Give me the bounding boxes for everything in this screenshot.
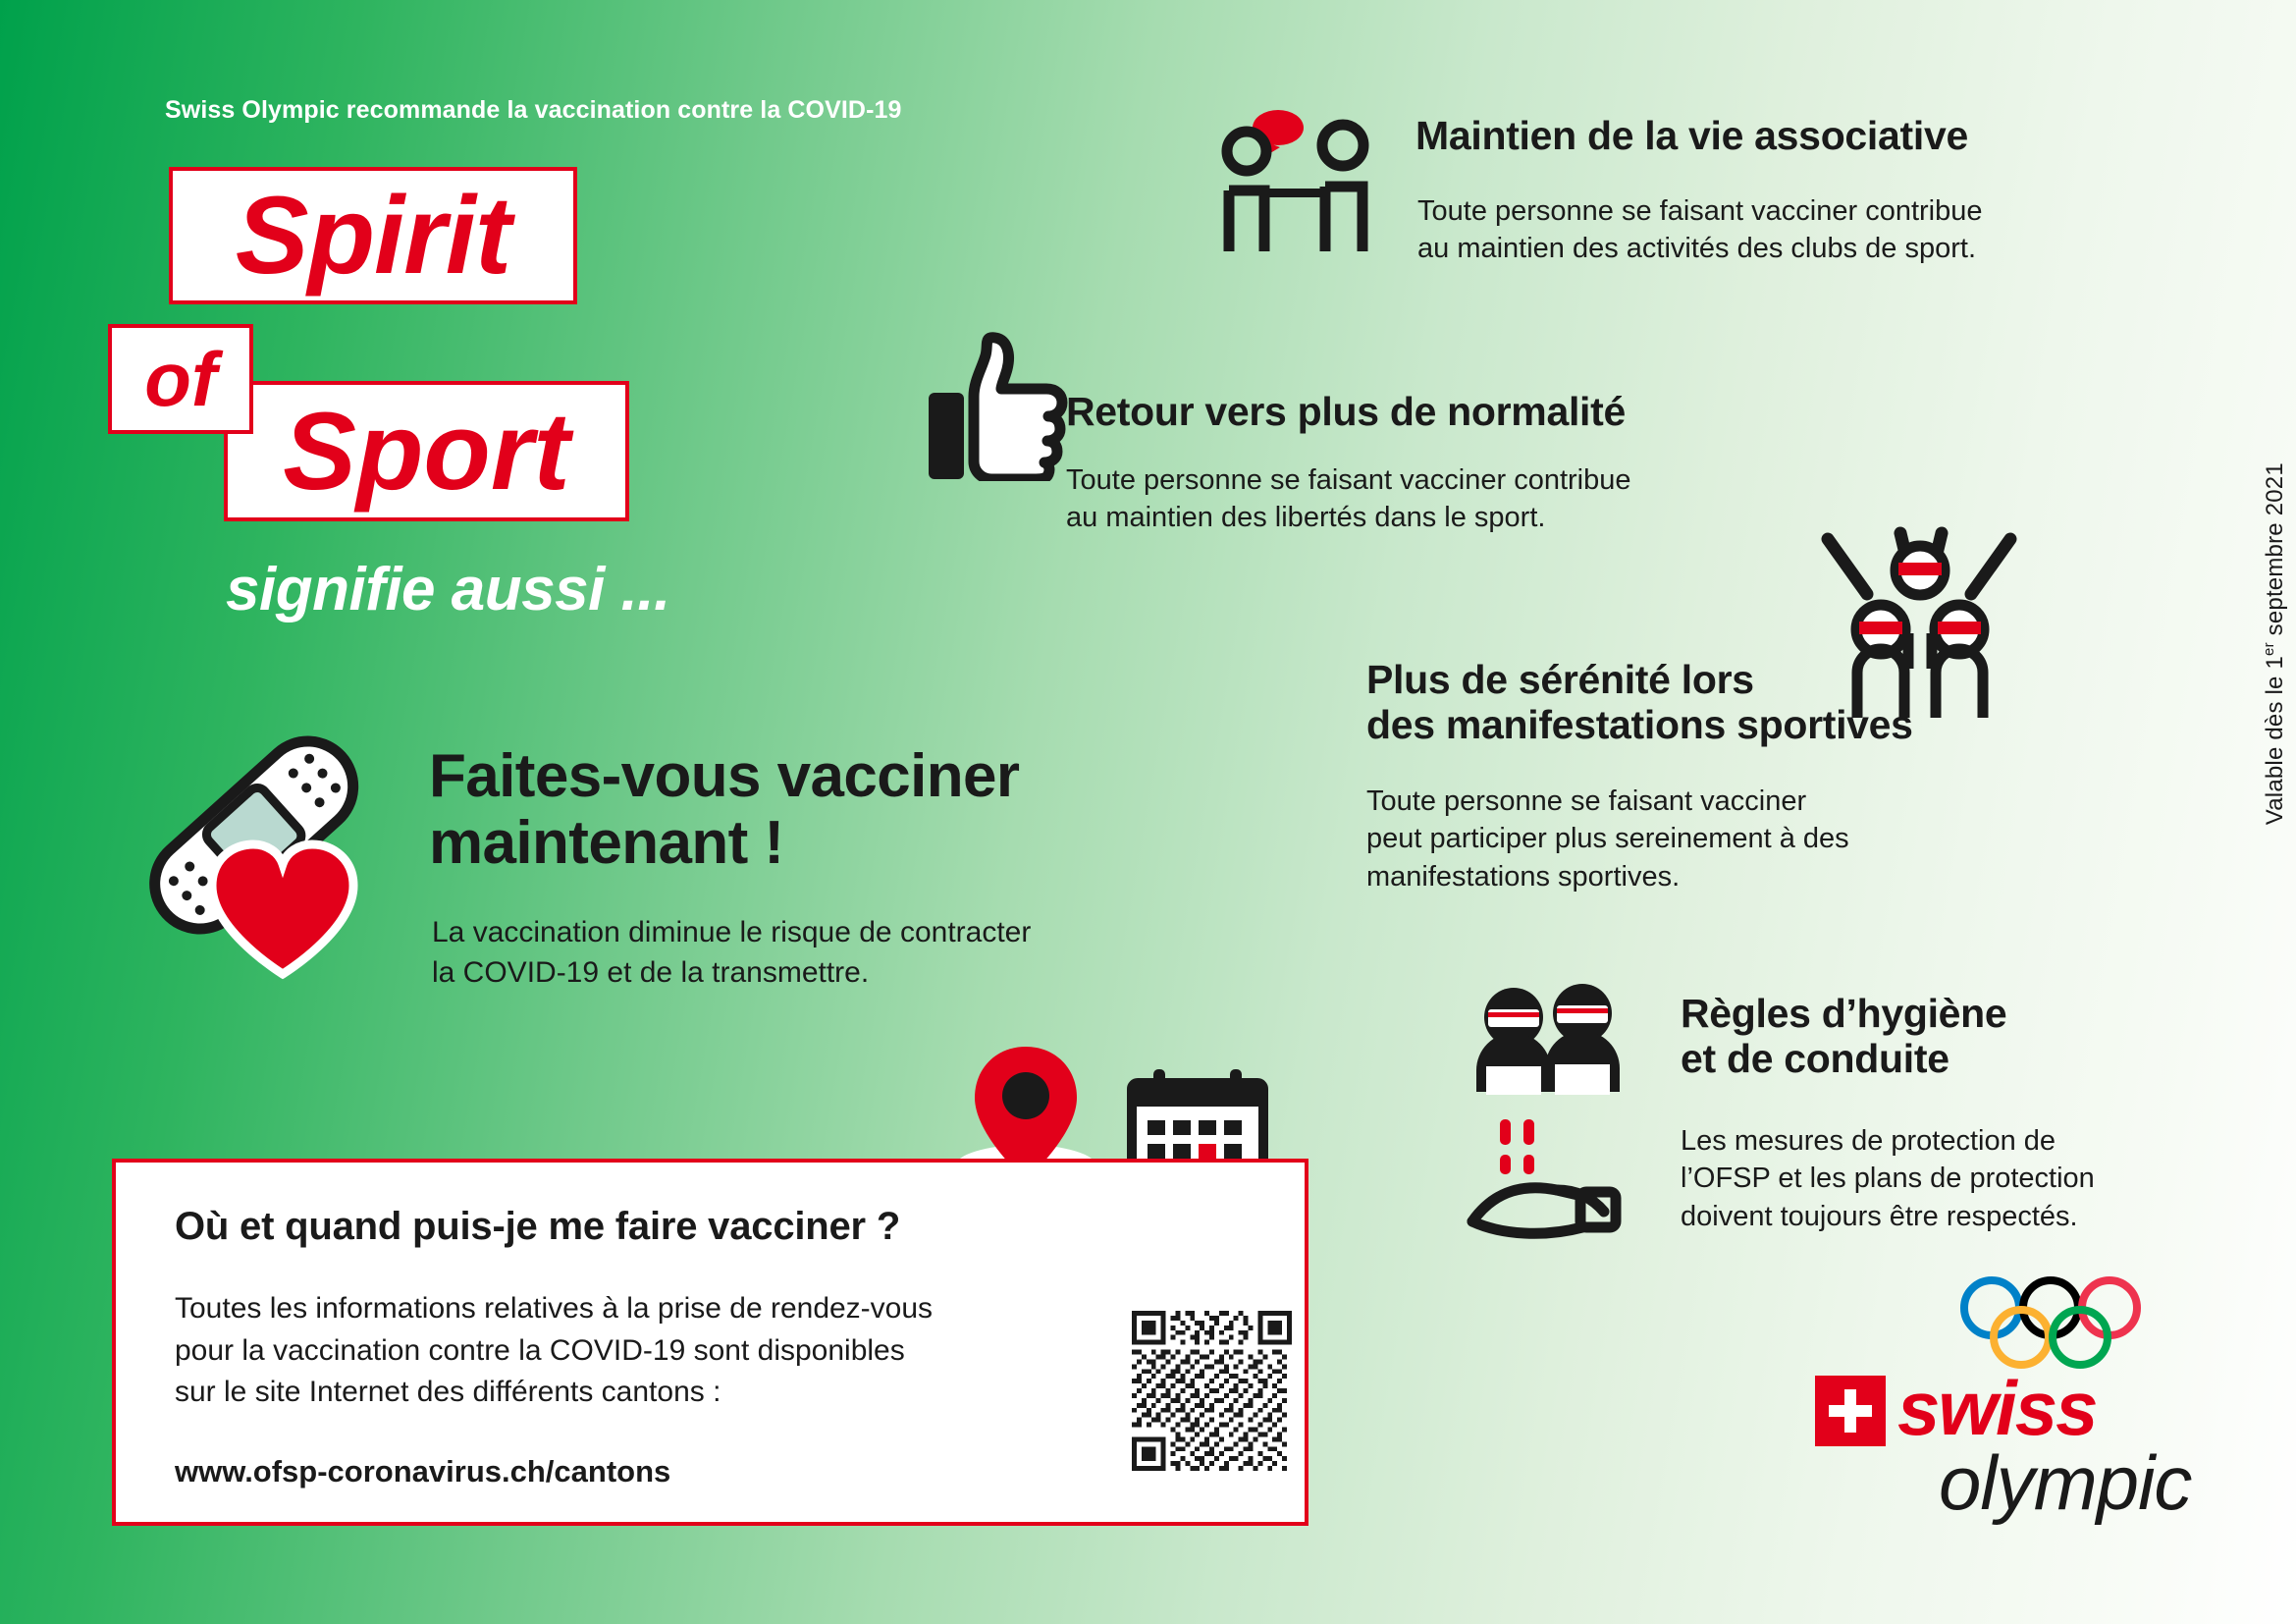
main-heading xyxy=(429,743,1019,877)
info-box-body-line: sur le site Internet des différents cantons : xyxy=(175,1376,721,1409)
brand-swiss: swiss xyxy=(1897,1365,2097,1451)
main-heading-line: Faites-vous vacciner xyxy=(429,742,1020,810)
info-box xyxy=(112,1159,1308,1526)
feature-title-line: Règles d’hygiène xyxy=(1681,991,2007,1036)
bandage-heart-icon xyxy=(118,729,408,982)
thumbs-up-icon xyxy=(923,332,1070,481)
validity-suffix: septembre 2021 xyxy=(2262,462,2288,643)
feature-body-line: Toute personne se faisant vacciner contribue xyxy=(1066,464,1631,496)
feature-body-serenite xyxy=(1366,783,1849,895)
info-box-heading: Où et quand puis-je me faire vacciner ? xyxy=(175,1205,901,1248)
feature-body-line: manifestations sportives. xyxy=(1366,860,1681,893)
feature-body-line: Toute personne se faisant vacciner xyxy=(1366,785,1807,817)
swiss-cross-icon xyxy=(1815,1376,1886,1446)
feature-title-serenite xyxy=(1366,658,1913,748)
feature-title-line: des manifestations sportives xyxy=(1366,701,1913,747)
feature-body-hygiene xyxy=(1681,1122,2095,1235)
info-box-url[interactable]: www.ofsp-coronavirus.ch/cantons xyxy=(175,1454,671,1489)
swiss-olympic-logo xyxy=(1789,1336,2202,1538)
info-box-body-line: Toutes les informations relatives à la prise de rendez-vous xyxy=(175,1292,934,1325)
feature-title-vie-associative: Maintien de la vie associative xyxy=(1415,113,1968,158)
hand-sanitizer-icon xyxy=(1467,1119,1629,1241)
main-body-line: la COVID-19 et de la transmettre. xyxy=(432,955,870,989)
main-body-line: La vaccination diminue le risque de contracter xyxy=(432,916,1032,948)
poster-tagline: signifie aussi ... xyxy=(226,556,670,623)
poster-kicker: Swiss Olympic recommande la vaccination contre la COVID-19 xyxy=(165,96,902,124)
feature-title-line: et de conduite xyxy=(1681,1035,1949,1081)
feature-body-line: l’OFSP et les plans de protection xyxy=(1681,1163,2095,1195)
feature-body-line: doivent toujours être respectés. xyxy=(1681,1200,2078,1232)
logo-spirit: Spirit xyxy=(169,167,577,304)
validity-date xyxy=(2261,462,2289,825)
feature-body-line: peut participer plus sereinement à des xyxy=(1366,823,1849,855)
validity-prefix: Valable dès le 1 xyxy=(2262,655,2288,826)
logo-of: of xyxy=(108,324,253,434)
brand-olympic: olympic xyxy=(1939,1439,2192,1526)
feature-body-normalite xyxy=(1066,461,1631,537)
qr-code-icon[interactable] xyxy=(1132,1311,1292,1471)
feature-body-vie-associative xyxy=(1417,192,1983,268)
feature-title-normalite: Retour vers plus de normalité xyxy=(1066,389,1627,434)
two-people-talking-icon xyxy=(1217,106,1396,265)
masked-people-icon xyxy=(1463,982,1629,1095)
feature-title-line: Plus de sérénité lors xyxy=(1366,657,1754,702)
validity-ordinal: er xyxy=(2261,642,2277,656)
feature-body-line: au maintien des activités des clubs de sport. xyxy=(1417,233,1977,265)
main-body xyxy=(432,913,1031,993)
main-heading-line: maintenant ! xyxy=(429,809,784,878)
info-box-body xyxy=(175,1288,1039,1414)
feature-title-hygiene xyxy=(1681,992,2006,1082)
info-box-body-line: pour la vaccination contre la COVID-19 sont disponibles xyxy=(175,1333,905,1367)
feature-body-line: Toute personne se faisant vacciner contribue xyxy=(1417,195,1983,227)
feature-body-line: Les mesures de protection de xyxy=(1681,1125,2056,1157)
logo-sport: Sport xyxy=(224,381,629,521)
feature-body-line: au maintien des libertés dans le sport. xyxy=(1066,502,1546,534)
